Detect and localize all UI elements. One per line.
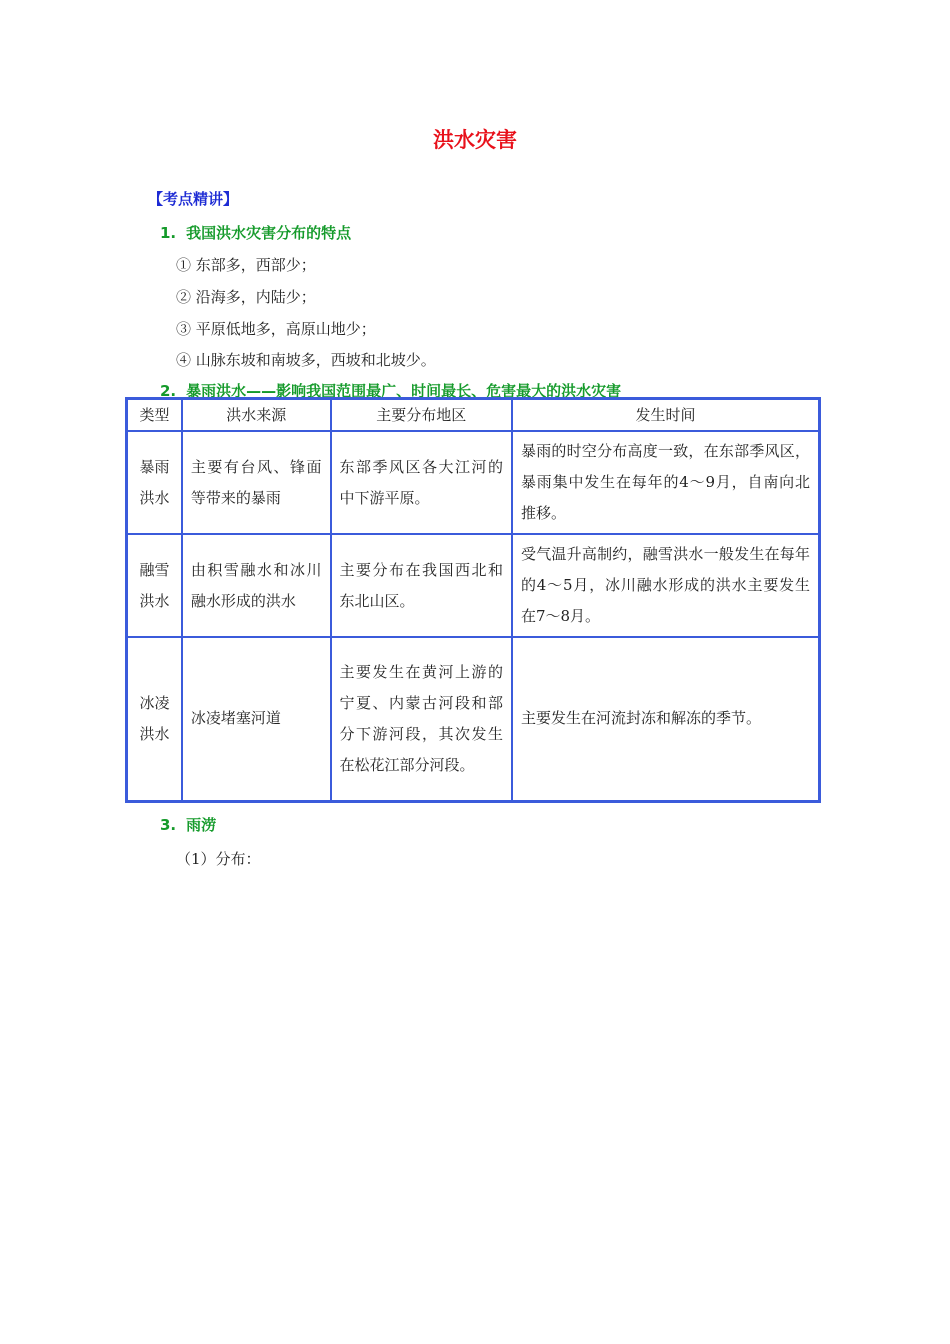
point-1-number: 1. <box>160 224 177 242</box>
page-title: 洪水灾害 <box>433 128 517 152</box>
table-cell-source: 由积雪融水和冰川融水形成的洪水 <box>182 534 331 637</box>
table-cell-time: 主要发生在河流封冻和解冻的季节。 <box>512 637 820 801</box>
point-2-title: 暴雨洪水——影响我国范围最广、时间最长、危害最大的洪水灾害 <box>186 382 622 400</box>
point-1-item: ④ 山脉东坡和南坡多，西坡和北坡少。 <box>176 351 436 369</box>
table-row <box>127 637 820 801</box>
point-3-subitem: （1）分布： <box>176 850 261 868</box>
point-2-number: 2. <box>160 382 177 400</box>
flood-types-table <box>125 397 821 803</box>
point-1-item: ① 东部多，西部少； <box>176 256 316 274</box>
table-cell-region: 主要发生在黄河上游的宁夏、内蒙古河段和部分下游河段，其次发生在松花江部分河段。 <box>331 637 512 801</box>
table-header-cell: 洪水来源 <box>182 399 331 432</box>
point-3-title: 雨涝 <box>186 816 217 834</box>
table-cell-type: 融雪洪水 <box>127 534 182 637</box>
point-3-heading <box>160 814 216 835</box>
table-cell-source: 主要有台风、锋面等带来的暴雨 <box>182 431 331 534</box>
point-1-item: ② 沿海多，内陆少； <box>176 288 316 306</box>
section-heading: 【考点精讲】 <box>148 190 239 208</box>
table-header-cell: 主要分布地区 <box>331 399 512 432</box>
table-cell-source: 冰凌堵塞河道 <box>182 637 331 801</box>
table-header-row <box>127 399 820 432</box>
table-cell-type: 冰凌洪水 <box>127 637 182 801</box>
point-1-title: 我国洪水灾害分布的特点 <box>186 224 352 242</box>
point-1-heading <box>160 222 351 243</box>
point-3-number: 3. <box>160 816 177 834</box>
table-cell-region: 主要分布在我国西北和东北山区。 <box>331 534 512 637</box>
table-cell-type: 暴雨洪水 <box>127 431 182 534</box>
table-header-cell: 发生时间 <box>512 399 820 432</box>
table-cell-region: 东部季风区各大江河的中下游平原。 <box>331 431 512 534</box>
table-row <box>127 431 820 534</box>
table-header-cell: 类型 <box>127 399 182 432</box>
table-cell-time: 暴雨的时空分布高度一致，在东部季风区，暴雨集中发生在每年的4～9月，自南向北推移。 <box>512 431 820 534</box>
table-row <box>127 534 820 637</box>
point-1-item: ③ 平原低地多，高原山地少； <box>176 320 376 338</box>
table-cell-time: 受气温升高制约，融雪洪水一般发生在每年的4～5月，冰川融水形成的洪水主要发生在7～8月。 <box>512 534 820 637</box>
